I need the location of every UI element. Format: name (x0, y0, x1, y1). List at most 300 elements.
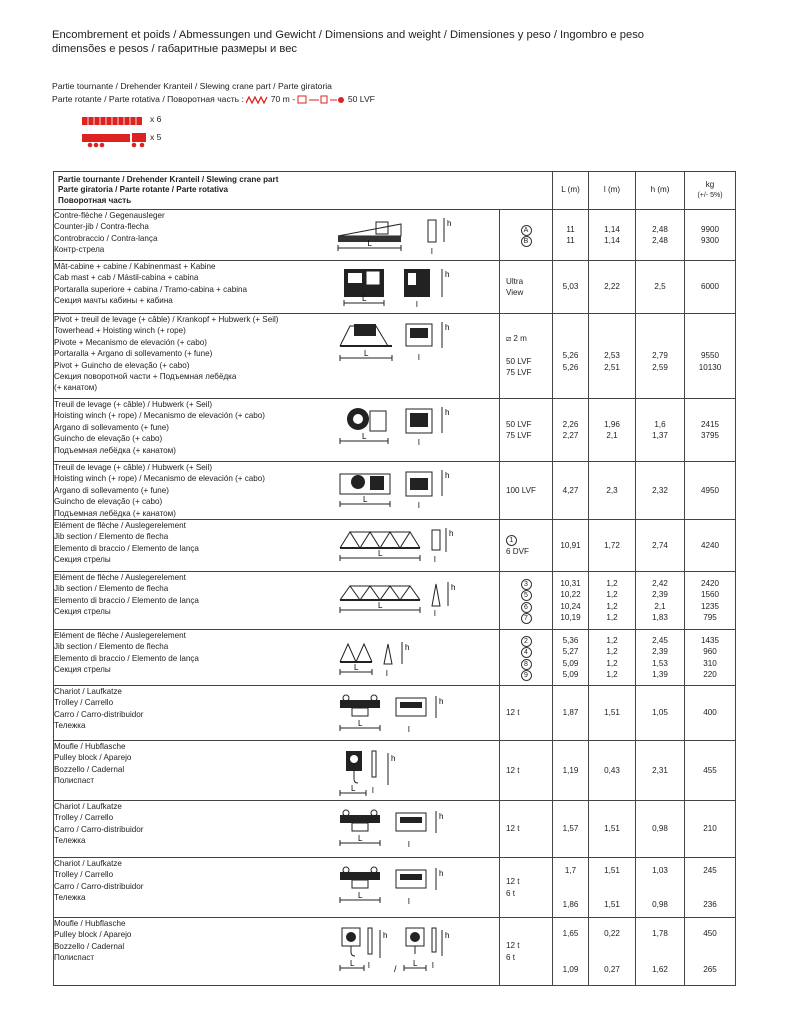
value: 2,48 (652, 224, 668, 234)
row-kg (685, 314, 736, 399)
value: 1,51 (604, 866, 620, 876)
row-kg (685, 918, 736, 986)
row-h (636, 462, 685, 520)
value: 0,22 (604, 929, 620, 939)
value: 4,27 (562, 485, 579, 495)
description-line: Controbraccio / Contra-lança (54, 233, 158, 243)
winch2-drawing (336, 466, 458, 518)
row-L (553, 520, 589, 572)
svg-text:L: L (358, 719, 363, 729)
row-description (54, 630, 500, 686)
value: 1,51 (604, 708, 620, 718)
value: 5,27 (562, 647, 579, 657)
svg-text:l: l (432, 961, 434, 971)
spec-value: View (506, 288, 524, 297)
spec-value: 75 LVF (506, 431, 532, 440)
row-description (54, 918, 500, 986)
value: 795 (703, 612, 717, 622)
row-description (54, 520, 500, 572)
value: 0,27 (604, 964, 620, 974)
svg-text:h: h (439, 812, 444, 822)
description-line: Elemento di braccio / Elemento de lança (54, 543, 199, 553)
value: 1,14 (604, 236, 620, 245)
svg-text:h: h (405, 643, 410, 653)
value: 5,03 (562, 282, 579, 292)
svg-text:L: L (362, 294, 367, 303)
description-line: Jib section / Elemento de flecha (54, 532, 169, 542)
description-line: Treuil de levage (+ câble) / Hubwerk (+ Seil) (54, 463, 213, 472)
dimensions-table (53, 171, 736, 986)
svg-text:L: L (351, 784, 356, 794)
svg-text:l: l (408, 840, 410, 850)
value: 1,03 (652, 866, 668, 876)
row-h (636, 801, 685, 858)
table-row (54, 210, 736, 261)
value: 10,24 (560, 601, 581, 611)
value: 1,2 (606, 590, 618, 600)
row-l (589, 630, 636, 686)
value: 1,14 (604, 224, 620, 234)
spec-value: 6 (500, 601, 552, 612)
svg-text:l: l (408, 725, 410, 735)
svg-text:h: h (445, 270, 450, 279)
row-description (54, 210, 500, 261)
value: 9550 (701, 351, 720, 361)
description-line: Pivote + Mecanismo de elevación (+ cabo) (54, 337, 207, 347)
table-row (54, 261, 736, 314)
row-L (553, 630, 589, 686)
value: 0,43 (604, 765, 620, 775)
table-row (54, 686, 736, 741)
row-spec (500, 399, 553, 462)
description-line: Argano di sollevamento (+ fune) (54, 485, 169, 495)
description-line: Elément de flèche / Auslegerelement (54, 573, 186, 583)
truck-icon (82, 132, 148, 148)
description-line: Подъемная лебёдка (+ канатом) (54, 508, 176, 518)
description-line: Argano di sollevamento (+ fune) (54, 422, 169, 432)
description-line: Trolley / Carrello (54, 870, 114, 880)
svg-text:l: l (408, 897, 410, 907)
value: 1,7 (564, 866, 577, 876)
trolley-drawing (336, 690, 458, 739)
svg-text:l: l (386, 669, 388, 679)
value: 1,09 (562, 964, 579, 974)
table-row (54, 462, 736, 520)
jibB-drawing (336, 576, 458, 628)
svg-text:h: h (445, 408, 450, 417)
value: 2,1 (606, 431, 618, 440)
spec-value: 6 t (506, 952, 515, 962)
trolley2-drawing (336, 805, 458, 856)
value: 265 (703, 964, 717, 974)
value: 2,31 (652, 765, 668, 775)
value: 2,32 (652, 485, 668, 495)
svg-text:l: l (431, 247, 433, 256)
row-spec (500, 520, 553, 572)
table-row (54, 918, 736, 986)
svg-text:h: h (445, 471, 450, 480)
spec-value: A (500, 224, 552, 235)
description-line: Guincho de elevação (+ cabo) (54, 497, 163, 507)
header-description: Partie tournante / Drehender Kranteil / Slewing crane part Parte giratoria / Parte rotante / Parte rotativa Поворотная часть (54, 172, 553, 210)
header-kg: kg (+/- 5%) (685, 172, 736, 210)
row-kg (685, 462, 736, 520)
row-l (589, 918, 636, 986)
spec-value: 7 (500, 612, 552, 623)
value: 1,78 (652, 929, 668, 939)
jib-red-icon (246, 96, 268, 104)
description-line: Chariot / Laufkatze (54, 687, 122, 697)
jibA-drawing (336, 524, 458, 570)
value: 5,36 (562, 635, 579, 645)
value: 1,72 (604, 540, 620, 550)
value: 1,51 (604, 824, 620, 834)
description-line: Секция стрелы (54, 665, 111, 675)
row-kg (685, 399, 736, 462)
value: 5,26 (562, 351, 579, 361)
row-kg (685, 520, 736, 572)
value: 2,27 (562, 431, 579, 440)
value: 1,86 (562, 899, 579, 909)
row-description (54, 858, 500, 918)
value: 5,26 (562, 362, 579, 372)
spec-value: 4 (500, 646, 552, 657)
svg-text:h: h (449, 529, 454, 539)
value: 1,2 (606, 578, 618, 588)
row-h (636, 261, 685, 314)
row-kg (685, 572, 736, 630)
row-l (589, 314, 636, 399)
spec-value: 6 DVF (506, 546, 529, 556)
value: 4950 (701, 485, 720, 495)
description-line: Elemento di braccio / Elemento de lança (54, 595, 199, 605)
row-kg (685, 801, 736, 858)
description-line: (+ канатом) (54, 383, 98, 393)
svg-text:L: L (358, 891, 363, 901)
value: 2,39 (652, 647, 668, 657)
svg-text:l: l (418, 438, 420, 447)
value: 6000 (701, 282, 720, 292)
svg-text:L: L (350, 959, 355, 969)
svg-text:L: L (378, 549, 383, 559)
value: 1,62 (652, 964, 668, 974)
row-spec (500, 462, 553, 520)
spec-value: 6 t (506, 888, 515, 898)
title-line-2: dimensões e pesos / габаритные размеры и вес (52, 43, 298, 55)
svg-text:L: L (413, 959, 418, 969)
value: 1,19 (562, 765, 579, 775)
svg-text:h: h (391, 754, 396, 764)
description-line: Секция мачты кабины + кабина (54, 296, 173, 306)
svg-text:L: L (363, 495, 368, 504)
row-L (553, 572, 589, 630)
row-spec (500, 858, 553, 918)
description-line: Bozzello / Cadernal (54, 764, 125, 774)
value: 2,22 (604, 282, 620, 292)
row-description (54, 572, 500, 630)
value: 1,53 (652, 658, 668, 668)
svg-text:L: L (362, 432, 367, 441)
svg-text:h: h (383, 931, 388, 941)
description-line: Portaralla + Argano di sollevamento (+ fune) (54, 349, 213, 359)
value: 2420 (701, 578, 720, 588)
block-drawing (336, 745, 458, 797)
value: 10,19 (560, 612, 581, 622)
value: 1,2 (606, 601, 618, 611)
value: 1,2 (606, 647, 618, 657)
spec-value: 100 LVF (506, 485, 536, 495)
value: 2,59 (652, 362, 668, 372)
block2-drawing (336, 922, 458, 974)
svg-text:l: l (434, 609, 436, 619)
description-line: Treuil de levage (+ câble) / Hubwerk (+ Seil) (54, 400, 213, 409)
svg-text:l: l (418, 353, 420, 362)
row-description (54, 261, 500, 314)
value: 3795 (701, 431, 720, 440)
value: 2,79 (652, 351, 668, 361)
row-spec (500, 741, 553, 801)
value: 1,6 (654, 419, 666, 429)
value: 2,45 (652, 635, 668, 645)
value: 1,51 (604, 899, 620, 909)
row-spec (500, 918, 553, 986)
value: 400 (703, 708, 717, 718)
row-description (54, 741, 500, 801)
description-line: Elément de flèche / Auslegerelement (54, 631, 186, 641)
value: 1560 (701, 590, 720, 600)
row-l (589, 858, 636, 918)
value: 10130 (698, 362, 722, 372)
subtitle-line-1: Partie tournante / Drehender Kranteil / Slewing crane part / Parte giratoria (52, 81, 332, 91)
description-line: Carro / Carro-distribuidor (54, 881, 144, 891)
spec-value: 12 t (506, 877, 520, 887)
description-line: Jib section / Elemento de flecha (54, 584, 169, 594)
row-kg (685, 210, 736, 261)
table-row (54, 399, 736, 462)
table-header-row (54, 172, 736, 210)
value: 10,22 (560, 590, 581, 600)
row-h (636, 399, 685, 462)
value: 2,42 (652, 578, 668, 588)
row-spec (500, 801, 553, 858)
row-l (589, 741, 636, 801)
table-row (54, 314, 736, 399)
pivot-drawing (336, 318, 458, 370)
row-spec (500, 210, 553, 261)
row-description (54, 399, 500, 462)
row-kg (685, 858, 736, 918)
row-description (54, 801, 500, 858)
title-line-1: Encombrement et poids / Abmessungen und Gewicht / Dimensions and weight / Dimensiones y peso / Ingombro e peso (52, 29, 645, 41)
value: 5,09 (562, 669, 579, 679)
row-l (589, 399, 636, 462)
svg-text:L: L (354, 663, 359, 673)
svg-text:h: h (445, 323, 450, 332)
value: 2,51 (604, 362, 620, 372)
value: 455 (703, 765, 717, 775)
value: 2415 (701, 419, 720, 429)
description-line: Chariot / Laufkatze (54, 802, 122, 812)
spec-value: 75 LVF (506, 368, 532, 378)
value: 9300 (701, 236, 720, 245)
jibC-drawing (336, 634, 458, 684)
svg-text:L: L (364, 349, 369, 358)
truck1-count: x 6 (150, 114, 162, 124)
table-row (54, 858, 736, 918)
value: 960 (703, 647, 717, 657)
row-l (589, 520, 636, 572)
description-line: Тележка (54, 721, 86, 731)
row-kg (685, 630, 736, 686)
row-L (553, 462, 589, 520)
spec-value: 12 t (506, 765, 520, 775)
value: 1,83 (652, 612, 668, 622)
svg-text:l: l (368, 961, 370, 971)
subtitle (52, 80, 375, 106)
row-L (553, 741, 589, 801)
description-line: Counter-jib / Contra-flecha (54, 222, 149, 232)
value: 245 (703, 866, 717, 876)
value: 2,5 (654, 282, 666, 292)
description-line: Тележка (54, 893, 86, 903)
description-line: Portaralla superiore + cabina / Tramo-cabina + cabina (54, 284, 248, 294)
svg-text:h: h (439, 869, 444, 879)
spec-value: 50 LVF (506, 357, 532, 366)
truck-trailer-icon (82, 116, 144, 128)
cabmast-drawing (336, 265, 458, 312)
spec-value: ⧄ 2 m (506, 334, 527, 344)
spec-value: 3 (500, 578, 552, 589)
description-line: Chariot / Laufkatze (54, 859, 122, 869)
value: 1,37 (652, 431, 668, 440)
row-L (553, 686, 589, 741)
value: 1,2 (606, 635, 618, 645)
description-line: Секция стрелы (54, 607, 111, 617)
description-line: Moufle / Hubflasche (54, 742, 126, 752)
trolley-red-icon (297, 95, 345, 105)
value: 1235 (701, 601, 720, 611)
value: 220 (703, 669, 717, 679)
row-L (553, 314, 589, 399)
value: 0,98 (652, 824, 668, 834)
value: 11 (566, 236, 575, 245)
description-line: Pulley block / Aparejo (54, 930, 132, 940)
description-line: Секция стрелы (54, 555, 111, 565)
trolley3-drawing (336, 862, 458, 914)
description-line: Контр-стрела (54, 245, 105, 255)
row-h (636, 210, 685, 261)
description-line: Elemento di braccio / Elemento de lança (54, 653, 199, 663)
svg-text:L: L (378, 601, 383, 611)
description-line: Hoisting winch (+ rope) / Mecanismo de elevación (+ cabo) (54, 474, 265, 484)
value: 5,09 (562, 658, 579, 668)
row-h (636, 858, 685, 918)
svg-text:l: l (416, 300, 418, 309)
value: 2,39 (652, 590, 668, 600)
row-h (636, 520, 685, 572)
value: 210 (703, 824, 717, 834)
row-L (553, 210, 589, 261)
description-line: Towerhead + Hoisting winch (+ rope) (54, 326, 186, 336)
description-line: Contre-flèche / Gegenausleger (54, 211, 165, 220)
value: 2,74 (652, 540, 668, 550)
description-line: Полиспаст (54, 953, 95, 963)
value: 1,2 (606, 669, 618, 679)
description-line: Pivot + treuil de levage (+ câble) / Krankopf + Hubwerk (+ Seil) (54, 315, 279, 324)
svg-text:/: / (394, 964, 397, 975)
svg-text:h: h (447, 219, 452, 228)
description-line: Pulley block / Aparejo (54, 753, 132, 763)
row-spec (500, 686, 553, 741)
value: 2,26 (562, 419, 579, 429)
value: 2,48 (652, 236, 668, 245)
svg-text:l: l (372, 786, 374, 796)
value: 310 (703, 658, 717, 668)
value: 1,65 (562, 929, 579, 939)
description-line: Mât-cabine + cabine / Kabinenmast + Kabine (54, 262, 216, 271)
row-description (54, 462, 500, 520)
row-h (636, 630, 685, 686)
table-row (54, 801, 736, 858)
svg-text:l: l (418, 501, 420, 510)
value: 11 (566, 224, 575, 234)
description-line: Carro / Carro-distribuidor (54, 709, 144, 719)
description-line: Bozzello / Cadernal (54, 941, 125, 951)
value: 2,1 (654, 601, 666, 611)
spec-value: 5 (500, 589, 552, 600)
description-line: Полиспаст (54, 776, 95, 786)
value: 236 (703, 899, 717, 909)
value: 10,31 (560, 578, 581, 588)
counterjib-drawing (336, 214, 458, 259)
spec-value: 8 (500, 658, 552, 669)
value: 1,96 (604, 419, 620, 429)
spec-value: 12 t (506, 941, 520, 951)
value: 1,39 (652, 669, 668, 679)
header-h: h (m) (636, 172, 685, 210)
row-h (636, 572, 685, 630)
row-spec (500, 572, 553, 630)
svg-text:h: h (445, 931, 450, 941)
description-line: Guincho de elevação (+ cabo) (54, 434, 163, 444)
description-line: Jib section / Elemento de flecha (54, 642, 169, 652)
subtitle-line-2: Parte rotante / Parte rotativa / Поворотная часть : 70 m - 50 LVF (52, 94, 375, 104)
spec-value: 9 (500, 669, 552, 680)
row-l (589, 572, 636, 630)
description-line: Elément de flèche / Auslegerelement (54, 521, 186, 531)
value: 1435 (701, 635, 720, 645)
value: 1,57 (562, 824, 579, 834)
value: 450 (703, 929, 717, 939)
row-l (589, 462, 636, 520)
spec-value: B (500, 235, 552, 246)
value: 2,53 (604, 351, 620, 361)
spec-value: 1 (506, 534, 552, 545)
row-spec (500, 261, 553, 314)
table-row (54, 630, 736, 686)
value: 1,87 (562, 708, 579, 718)
svg-text:L: L (367, 239, 372, 248)
svg-text:L: L (358, 834, 363, 844)
row-kg (685, 261, 736, 314)
spec-value: 2 (500, 635, 552, 646)
description-line: Секция поворотной части + Подъемная лебёдка (54, 372, 237, 382)
row-spec (500, 630, 553, 686)
description-line: Carro / Carro-distribuidor (54, 824, 144, 834)
row-h (636, 686, 685, 741)
row-l (589, 801, 636, 858)
value: 1,05 (652, 708, 668, 718)
